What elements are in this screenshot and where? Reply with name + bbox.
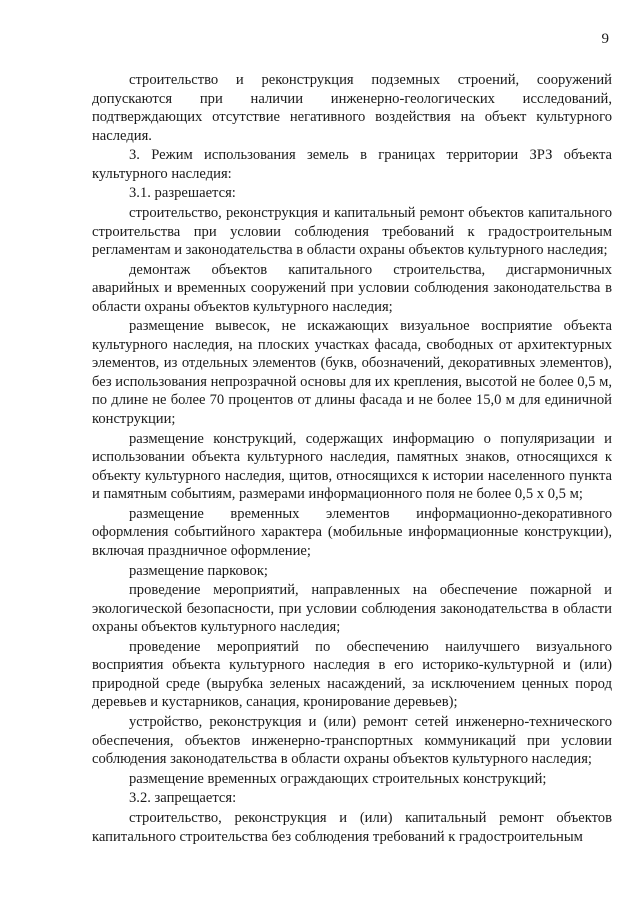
page-number: 9	[601, 31, 609, 47]
paragraph: размещение вывесок, не искажающих визуальное восприятие объекта культурного наследия, на плоских участках фасада, свободных от архитектурных элементов, из отдельных элементов (букв, обозначений, декоративных элементов), без использования непрозрачной основы для их крепления, высотой не более 0,5 м, по длине не более 70 процентов от длины фасада и не более 15,0 м для единичной конструкции;	[92, 318, 612, 427]
paragraph: строительство и реконструкция подземных строений, сооружений допускаются при наличии инженерно-геологических исследований, подтверждающих отсутствие негативного воздействия на объект культурного наследия.	[92, 72, 612, 144]
section-heading: 3.1. разрешается:	[129, 185, 236, 202]
paragraph: проведение мероприятий по обеспечению наилучшего визуального восприятия объекта культурного наследия в его историко-культурной и (или) природной среде (вырубка зеленых насаждений, за исключением ценных пород деревьев и кустарников, санация, кронирование деревьев);	[92, 638, 612, 711]
paragraph: демонтаж объектов капитального строительства, дисгармоничных аварийных и временных сооружений при условии соблюдения законодательства в области охраны объектов культурного наследия;	[92, 261, 612, 315]
paragraph: строительство, реконструкция и (или) капитальный ремонт объектов капитального строительства без соблюдения требований к градостроительным	[92, 810, 612, 845]
paragraph: размещение конструкций, содержащих информацию о популяризации и использовании объекта культурного наследия, памятных знаков, относящихся к объекту культурного наследия, щитов, относящихся к истории населенного пункта и памятным событиям, размерами информационного поля не более 0,5 х 0,5 м;	[92, 430, 612, 503]
section-heading: 3.2. запрещается:	[129, 790, 237, 807]
paragraph: размещение временных ограждающих строительных конструкций;	[129, 770, 547, 787]
document-body	[92, 71, 612, 847]
paragraph: проведение мероприятий, направленных на обеспечение пожарной и экологической безопасности, при условии соблюдения законодательства в области охраны объектов культурного наследия;	[92, 582, 612, 636]
paragraph: размещение временных элементов информационно-декоративного оформления событийного характера (мобильные информационные конструкции), включая праздничное оформление;	[92, 505, 612, 559]
paragraph: 3. Режим использования земель в границах территории ЗРЗ объекта культурного наследия:	[92, 147, 612, 182]
paragraph: устройство, реконструкция и (или) ремонт сетей инженерно-технического обеспечения, объектов инженерно-транспортных коммуникаций при условии соблюдения законодательства в области охраны объектов культурного наследия;	[92, 714, 612, 768]
paragraph: строительство, реконструкция и капитальный ремонт объектов капитального строительства при условии соблюдения требований к градостроительным регламентам и законодательства в области охраны объектов культурного наследия;	[92, 205, 612, 259]
paragraph: размещение парковок;	[129, 562, 268, 579]
